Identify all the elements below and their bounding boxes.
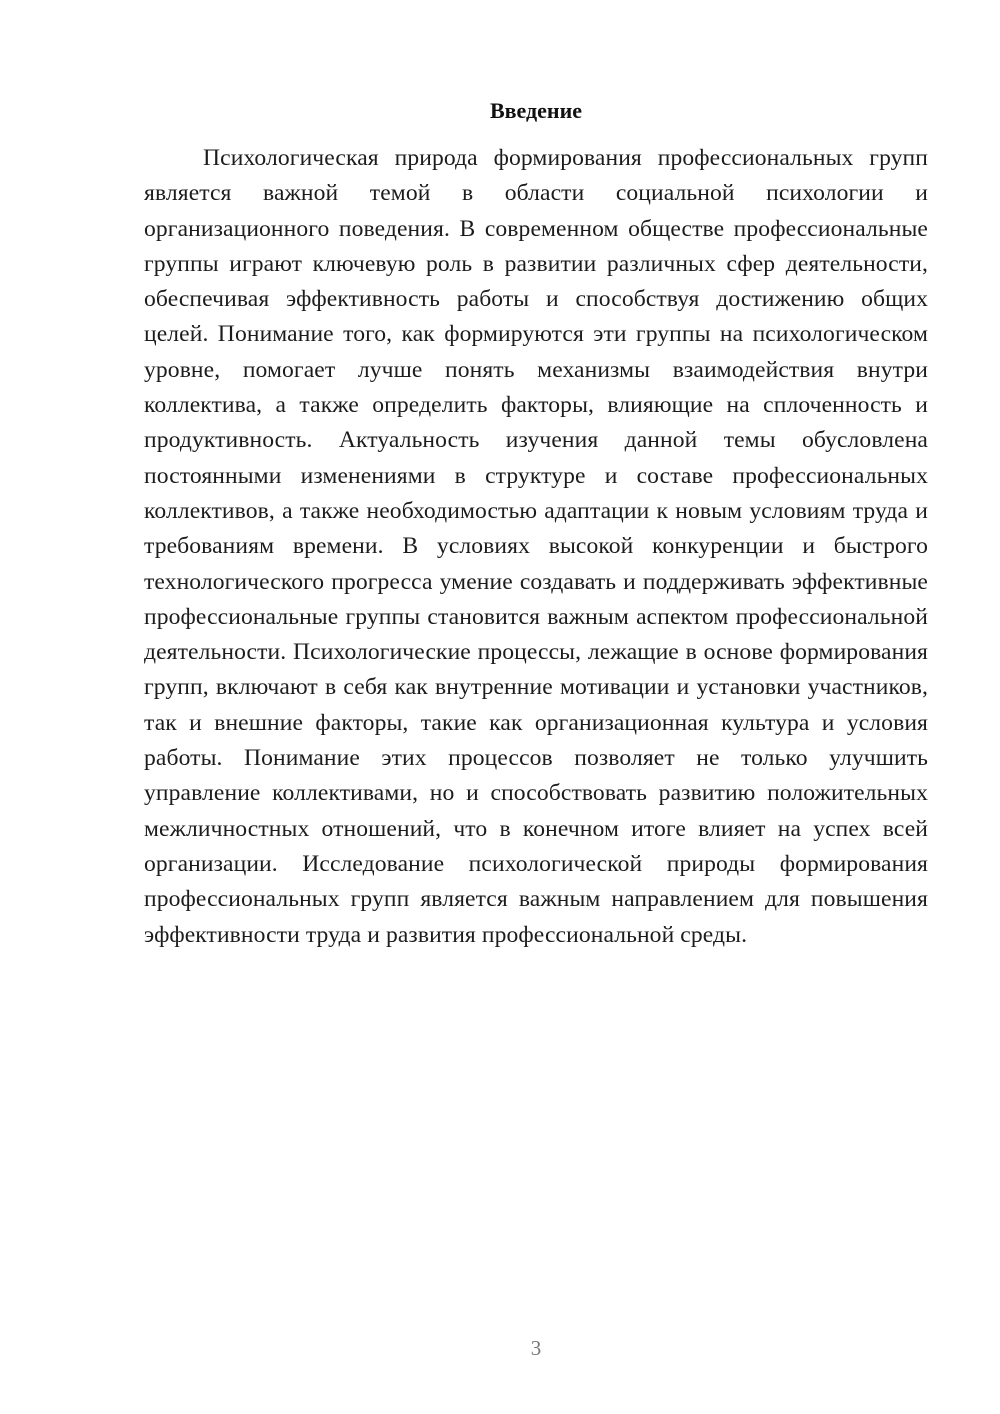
body-paragraph: Психологическая природа формирования профессиональных групп является важной темой в области социальной психологии и организационного поведения. В современном обществе профессиональные группы играют ключевую роль в развитии различных сфер деятельности, обеспечивая эффективность работы и способствуя достижению общих целей. Понимание того, как формируются эти группы на психологическом уровне, помогает лучше понять механизмы взаимодействия внутри коллектива, а также определить факторы, влияющие на сплоченность и продуктивность. Актуальность изучения данной темы обусловлена постоянными изменениями в структуре и составе профессиональных коллективов, а также необходимостью адаптации к новым условиям труда и требованиям времени. В условиях высокой конкуренции и быстрого технологического прогресса умение создавать и поддерживать эффективные профессиональные группы становится важным аспектом профессиональной деятельности. Психологические процессы, лежащие в основе формирования групп, включают в себя как внутренние мотивации и установки участников, так и внешние факторы, такие как организационная культура и условия работы. Понимание этих процессов позволяет не только улучшить управление коллективами, но и способствовать развитию положительных межличностных отношений, что в конечном итоге влияет на успех всей организации. Исследование психологической природы формирования профессиональных групп является важным направлением для повышения эффективности труда и развития профессиональной среды.	[144, 145, 928, 948]
page-number: 3	[530, 1336, 542, 1360]
section-heading: Введение	[489, 98, 583, 123]
